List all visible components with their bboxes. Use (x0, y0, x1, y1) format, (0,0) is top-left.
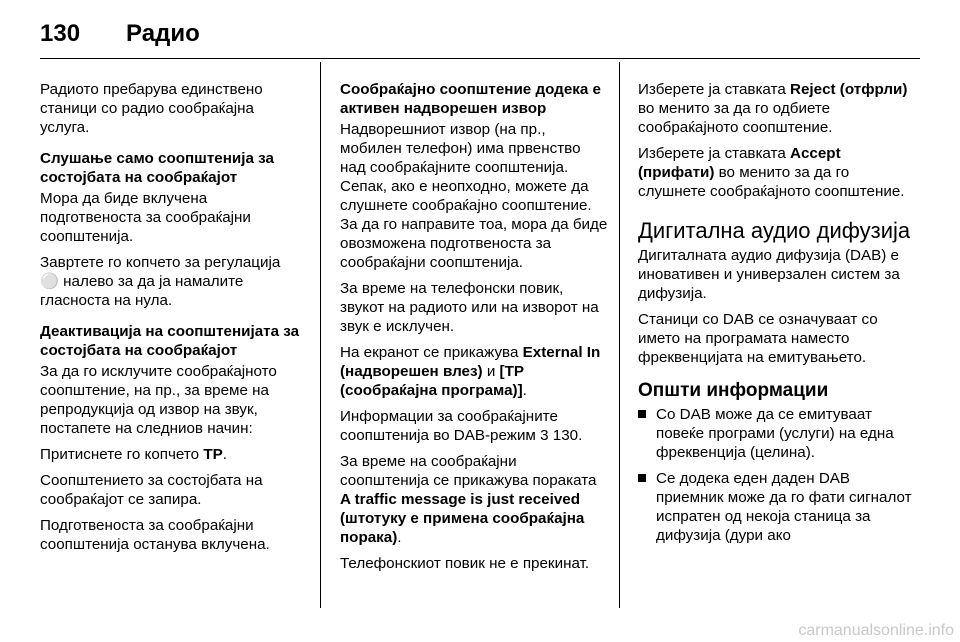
page-number: 130 (40, 20, 81, 47)
section-heading-dab: Дигитална аудио дифузија (638, 218, 911, 243)
paragraph: Соопштението за состојбата на сообраќајот се запира. (40, 472, 263, 508)
bullet-icon (638, 474, 646, 482)
paragraph (340, 407, 608, 445)
text: Притиснете го копчето (40, 446, 204, 463)
section-heading-external-source: Сообраќајно соопштение додека е активен надворешен извор (340, 81, 601, 117)
page-reference-icon: 3 (540, 427, 549, 444)
text: Изберете ја ставката (638, 81, 790, 98)
column-2 (340, 80, 608, 580)
paragraph (40, 445, 302, 464)
paragraph: За да го исклучите сообраќајното соопштение, на пр., за време на репродукција од извор на звук, постапете на следниов начин: (40, 363, 277, 437)
header-rule (40, 58, 920, 59)
watermark: carmanualsonline.info (798, 622, 954, 639)
list-item-text: Со DAB може да се емитуваат повеќе програми (услуги) на една фреквенција (целина). (656, 406, 894, 461)
text: Информации за сообраќајните соопштенија во DAB-режим (340, 408, 558, 444)
text: во менито за да го одбиете сообраќајното соопштение. (638, 100, 833, 136)
paragraph: Телефонскиот повик не е прекинат. (340, 555, 590, 572)
column-1 (40, 80, 302, 561)
paragraph: Подготвеноста за сообраќајни соопштенија останува вклучена. (40, 517, 270, 553)
reject-menu-item-label: Reject (отфрли) (790, 81, 908, 98)
paragraph (340, 452, 608, 547)
list-item (638, 405, 913, 462)
text: и (482, 363, 500, 380)
subheading-general-info: Општи информации (638, 380, 829, 401)
tp-button-label: TP (203, 446, 223, 463)
text: За време на сообраќајни соопштенија се прикажува пораката (340, 453, 597, 489)
paragraph: Надворешниот извор (на пр., мобилен телефон) има првенство над сообраќајните соопштенија. Сепак, ако е неопходно, можете да слушнете сообраќајно соопштение. За да го направите тоа, мора да биде овозможена подготвеноста за сообраќајни соопштенија. (340, 121, 608, 271)
traffic-message-label: A traffic message is just received (штотуку е примена сообраќајна порака) (340, 491, 585, 546)
text: На екранот се прикажува (340, 344, 523, 361)
page-title: Радио (126, 20, 200, 47)
accept-menu-item-label: Accept (прифати) (638, 145, 841, 181)
paragraph: Станици со DAB се означуваат со името на програмата наместо фреквенцијата на емитувањето. (638, 311, 878, 366)
paragraph (340, 343, 608, 400)
section-heading-traffic-only: Слушање само соопштенија за состојбата на сообраќајот (40, 150, 274, 186)
bullet-list (638, 405, 913, 545)
text: . (397, 529, 402, 546)
paragraph: Мора да биде вклучена подготвеноста за сообраќајни соопштенија. (40, 190, 251, 245)
list-item (638, 469, 913, 545)
list-item-text: Се додека еден даден DAB приемник може да го фати сигналот испратен од некоја станица за дифузија (дури ако (656, 470, 912, 544)
intro-paragraph: Радиото пребарува единствено станици со радио сообраќајна услуга. (40, 81, 263, 136)
text: 130. (548, 427, 583, 444)
column-divider-1 (320, 62, 321, 608)
display-label-external-in: External In (надворешен влез) (340, 344, 601, 380)
page-header (40, 14, 200, 54)
column-3 (638, 80, 913, 552)
display-label-tp: [TP (сообраќајна програма)] (340, 363, 524, 399)
text: во менито за да го слушнете сообраќајното соопштение. (638, 164, 905, 200)
paragraph: Дигиталната аудио дифузија (DAB) е иновативен и универзален систем за дифузија. (638, 247, 900, 302)
text: . (522, 382, 527, 399)
bullet-icon (638, 410, 646, 418)
section-heading-deactivation: Деактивација на соопштенијата за состојбата на сообраќајот (40, 323, 300, 359)
paragraph (638, 80, 913, 137)
column-divider-2 (619, 62, 620, 608)
paragraph: Завртете го копчето за регулација ⚪ налево за да ја намалите гласноста на нула. (40, 254, 281, 309)
paragraph (638, 144, 913, 201)
text: Изберете ја ставката (638, 145, 790, 162)
paragraph: За време на телефонски повик, звукот на радиото или на изворот на звук е исклучен. (340, 280, 599, 335)
text: . (222, 446, 227, 463)
